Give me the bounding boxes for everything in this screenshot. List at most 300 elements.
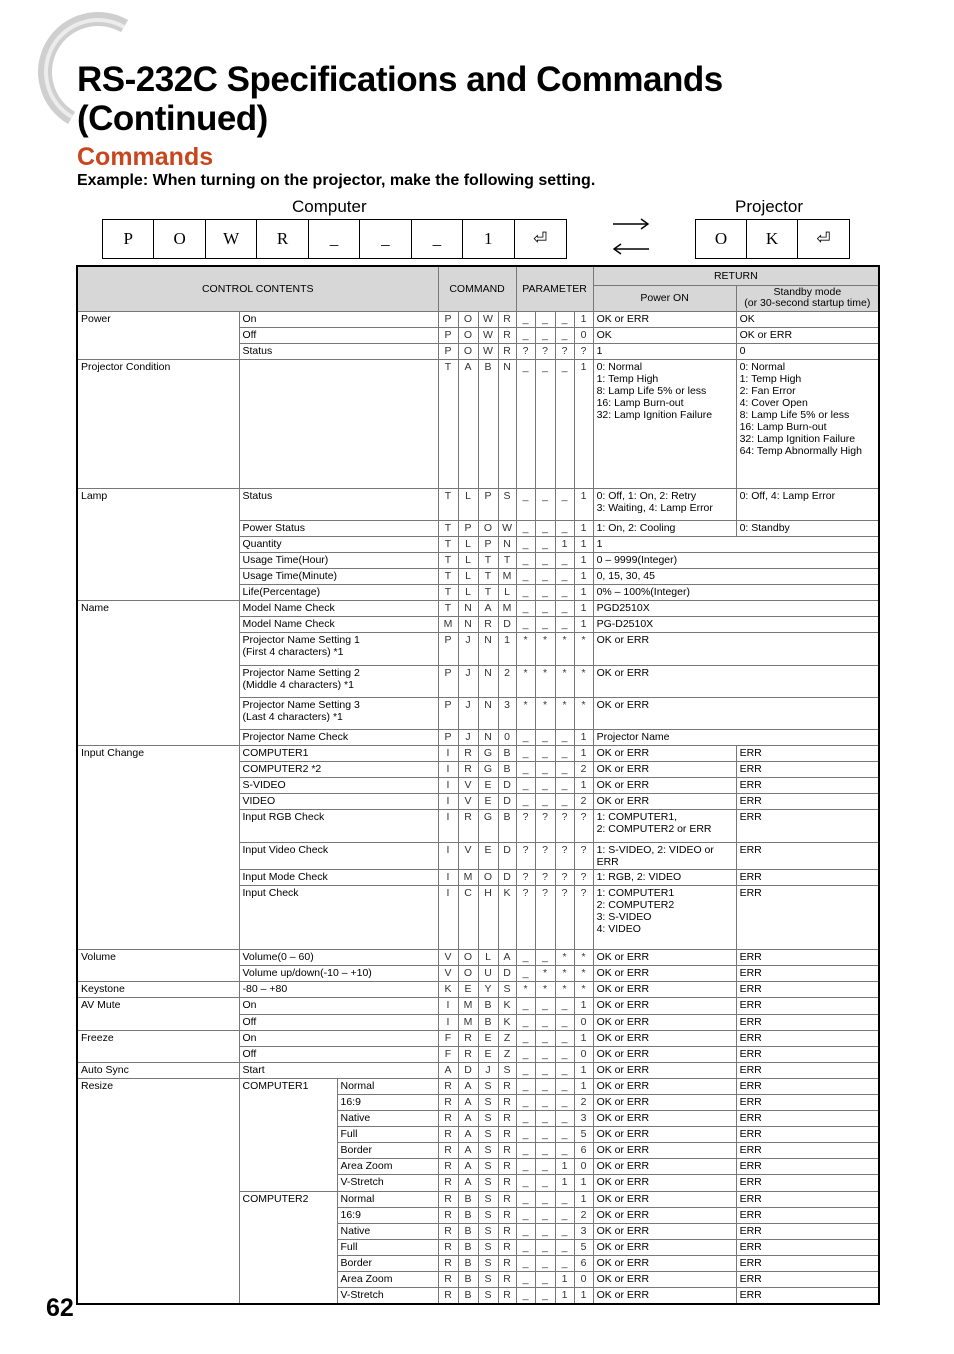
parameter-char-cell: _	[516, 520, 535, 536]
return-standby-cell: OK	[736, 311, 879, 327]
return-power-on-cell: OK or ERR	[593, 746, 736, 762]
command-char-cell: R	[438, 1111, 458, 1127]
parameter-char-cell: _	[516, 617, 535, 633]
table-row	[77, 950, 879, 966]
command-char-cell: S	[478, 1143, 498, 1159]
control-subitem-cell: 16:9	[337, 1094, 438, 1110]
command-char-cell: 0	[498, 729, 516, 745]
parameter-char-cell: _	[535, 950, 555, 966]
control-item-cell: Input Check	[239, 885, 438, 949]
control-item-cell: Projector Name Setting 3 (Last 4 characters) *1	[239, 697, 438, 729]
control-subitem-cell: Full	[337, 1239, 438, 1255]
computer-command-cell: O	[154, 220, 205, 258]
parameter-char-cell: _	[516, 1078, 535, 1094]
command-char-cell: O	[478, 869, 498, 885]
return-combined-cell: 1	[593, 536, 879, 552]
control-item-cell: Volume(0 – 60)	[239, 950, 438, 966]
command-char-cell: S	[478, 1159, 498, 1175]
return-power-on-cell: OK or ERR	[593, 1288, 736, 1304]
command-char-cell: O	[458, 966, 478, 982]
command-char-cell: R	[498, 1239, 516, 1255]
parameter-char-cell: 2	[574, 1207, 593, 1223]
command-char-cell: D	[498, 794, 516, 810]
table-row	[77, 746, 879, 762]
parameter-char-cell: ?	[535, 810, 555, 842]
return-power-on-cell: 1: COMPUTER1 2: COMPUTER2 3: S-VIDEO 4: VIDEO	[593, 885, 736, 949]
return-power-on-cell: 1: On, 2: Cooling	[593, 520, 736, 536]
command-char-cell: I	[438, 869, 458, 885]
return-power-on-cell: OK or ERR	[593, 1223, 736, 1239]
return-power-on-cell: OK or ERR	[593, 1014, 736, 1030]
command-char-cell: Z	[498, 1046, 516, 1062]
command-char-cell: I	[438, 762, 458, 778]
command-char-cell: 1	[498, 633, 516, 665]
command-char-cell: S	[478, 1223, 498, 1239]
parameter-char-cell: _	[516, 1239, 535, 1255]
command-char-cell: B	[458, 1223, 478, 1239]
control-item-cell: COMPUTER2 *2	[239, 762, 438, 778]
control-item-cell: Status	[239, 343, 438, 359]
control-item-cell: Model Name Check	[239, 601, 438, 617]
parameter-char-cell: _	[516, 998, 535, 1014]
parameter-char-cell: _	[516, 950, 535, 966]
parameter-char-cell: _	[516, 1062, 535, 1078]
control-item-cell: COMPUTER1	[239, 746, 438, 762]
command-char-cell: H	[478, 885, 498, 949]
command-char-cell: E	[478, 778, 498, 794]
page-title: RS-232C Specifications and Commands (Continued)	[77, 60, 723, 138]
parameter-char-cell: *	[516, 665, 535, 697]
control-item-cell: Start	[239, 1062, 438, 1078]
control-subitem-cell: V-Stretch	[337, 1288, 438, 1304]
command-char-cell: R	[458, 762, 478, 778]
parameter-char-cell: *	[516, 633, 535, 665]
control-subitem-cell: Full	[337, 1127, 438, 1143]
command-char-cell: I	[438, 810, 458, 842]
return-standby-cell: ERR	[736, 1127, 879, 1143]
return-standby-cell: ERR	[736, 1159, 879, 1175]
command-char-cell: K	[438, 982, 458, 998]
parameter-char-cell: ?	[516, 842, 535, 869]
control-subitem-cell: Native	[337, 1111, 438, 1127]
return-power-on-cell: OK or ERR	[593, 1191, 736, 1207]
command-char-cell: T	[478, 552, 498, 568]
return-combined-cell: 0% – 100%(Integer)	[593, 585, 879, 601]
parameter-char-cell: 6	[574, 1255, 593, 1271]
command-char-cell: N	[478, 633, 498, 665]
command-char-cell: R	[498, 343, 516, 359]
parameter-char-cell: 5	[574, 1127, 593, 1143]
command-char-cell: W	[478, 311, 498, 327]
command-char-cell: N	[498, 359, 516, 488]
parameter-char-cell: *	[516, 697, 535, 729]
control-subitem-cell: Border	[337, 1143, 438, 1159]
command-char-cell: A	[458, 1127, 478, 1143]
control-item-cell: On	[239, 998, 438, 1014]
return-power-on-cell: 0: Normal 1: Temp High 8: Lamp Life 5% or less 16: Lamp Burn-out 32: Lamp Ignition Failure	[593, 359, 736, 488]
parameter-char-cell: ?	[555, 842, 574, 869]
command-char-cell: S	[478, 1207, 498, 1223]
command-char-cell: R	[498, 1272, 516, 1288]
command-char-cell: P	[438, 665, 458, 697]
control-item-cell: -80 – +80	[239, 982, 438, 998]
control-group-cell: Lamp	[77, 488, 239, 601]
command-char-cell: L	[498, 585, 516, 601]
command-char-cell: S	[478, 1191, 498, 1207]
parameter-char-cell: _	[555, 488, 574, 520]
return-power-on-cell: OK or ERR	[593, 1143, 736, 1159]
control-item-cell: VIDEO	[239, 794, 438, 810]
parameter-char-cell: ?	[574, 869, 593, 885]
return-standby-cell: ERR	[736, 1143, 879, 1159]
parameter-char-cell: _	[516, 1046, 535, 1062]
parameter-char-cell: *	[574, 697, 593, 729]
command-char-cell: R	[438, 1207, 458, 1223]
control-item-cell: Projector Name Setting 1 (First 4 characters) *1	[239, 633, 438, 665]
header-power-on: Power ON	[593, 285, 736, 311]
parameter-char-cell: _	[555, 359, 574, 488]
command-char-cell: R	[458, 810, 478, 842]
command-char-cell: R	[438, 1239, 458, 1255]
command-char-cell: S	[478, 1239, 498, 1255]
control-group-cell: Resize	[77, 1078, 239, 1303]
command-char-cell: C	[458, 885, 478, 949]
parameter-char-cell: _	[535, 1014, 555, 1030]
projector-response-box	[695, 219, 850, 259]
parameter-char-cell: _	[535, 488, 555, 520]
parameter-char-cell: _	[535, 1094, 555, 1110]
parameter-char-cell: _	[555, 311, 574, 327]
return-power-on-cell: OK or ERR	[593, 1062, 736, 1078]
parameter-char-cell: *	[574, 950, 593, 966]
command-char-cell: R	[498, 1255, 516, 1271]
parameter-char-cell: _	[535, 617, 555, 633]
control-item-cell: Off	[239, 1046, 438, 1062]
parameter-char-cell: 1	[574, 1030, 593, 1046]
direction-arrows-icon	[610, 218, 652, 258]
computer-command-cell: ⏎	[533, 229, 548, 248]
return-standby-cell: ERR	[736, 1014, 879, 1030]
parameter-char-cell: _	[516, 1255, 535, 1271]
command-char-cell: P	[438, 633, 458, 665]
parameter-char-cell: 1	[574, 488, 593, 520]
command-char-cell: P	[438, 729, 458, 745]
command-char-cell: P	[438, 343, 458, 359]
command-char-cell: D	[498, 869, 516, 885]
command-char-cell: R	[438, 1255, 458, 1271]
return-combined-cell: 0, 15, 30, 45	[593, 569, 879, 585]
command-char-cell: R	[458, 1030, 478, 1046]
parameter-char-cell: _	[555, 1062, 574, 1078]
control-subitem-cell: Normal	[337, 1078, 438, 1094]
parameter-char-cell: 1	[574, 746, 593, 762]
parameter-char-cell: _	[555, 1223, 574, 1239]
command-char-cell: L	[458, 569, 478, 585]
parameter-char-cell: 1	[555, 1159, 574, 1175]
command-char-cell: T	[438, 359, 458, 488]
command-char-cell: R	[438, 1127, 458, 1143]
control-item-cell: Usage Time(Minute)	[239, 569, 438, 585]
command-char-cell: N	[458, 601, 478, 617]
parameter-char-cell: _	[516, 569, 535, 585]
return-standby-cell: 0: Off, 4: Lamp Error	[736, 488, 879, 520]
command-char-cell: O	[458, 311, 478, 327]
parameter-char-cell: 5	[574, 1239, 593, 1255]
parameter-char-cell: *	[535, 633, 555, 665]
return-combined-cell: OK or ERR	[593, 697, 879, 729]
parameter-char-cell: _	[516, 1191, 535, 1207]
parameter-char-cell: _	[555, 585, 574, 601]
command-char-cell: R	[478, 617, 498, 633]
parameter-char-cell: *	[574, 982, 593, 998]
parameter-char-cell: *	[535, 966, 555, 982]
command-char-cell: R	[438, 1288, 458, 1304]
command-char-cell: J	[458, 665, 478, 697]
command-char-cell: E	[478, 794, 498, 810]
control-item-cell: Input RGB Check	[239, 810, 438, 842]
control-subitem-cell: V-Stretch	[337, 1175, 438, 1191]
command-char-cell: O	[458, 343, 478, 359]
control-subitem-cell: Normal	[337, 1191, 438, 1207]
command-char-cell: L	[458, 488, 478, 520]
command-char-cell: A	[458, 1143, 478, 1159]
control-item-cell: Status	[239, 488, 438, 520]
command-char-cell: T	[438, 552, 458, 568]
command-char-cell: M	[458, 998, 478, 1014]
command-char-cell: P	[438, 327, 458, 343]
parameter-char-cell: ?	[555, 810, 574, 842]
parameter-char-cell: _	[535, 729, 555, 745]
return-power-on-cell: OK or ERR	[593, 1127, 736, 1143]
command-char-cell: B	[458, 1255, 478, 1271]
parameter-char-cell: _	[555, 1191, 574, 1207]
return-standby-cell: 0	[736, 343, 879, 359]
header-command: COMMAND	[438, 266, 516, 311]
control-item-cell: Usage Time(Hour)	[239, 552, 438, 568]
parameter-char-cell: _	[555, 729, 574, 745]
return-standby-cell: ERR	[736, 1078, 879, 1094]
control-group-cell: Keystone	[77, 982, 239, 998]
command-char-cell: E	[458, 982, 478, 998]
parameter-char-cell: 0	[574, 1159, 593, 1175]
control-item-cell: COMPUTER2	[239, 1191, 337, 1304]
computer-command-cell: _	[412, 220, 463, 258]
parameter-char-cell: _	[535, 601, 555, 617]
control-group-cell: Projector Condition	[77, 359, 239, 488]
command-char-cell: T	[438, 536, 458, 552]
return-standby-cell: ERR	[736, 1046, 879, 1062]
parameter-char-cell: 1	[555, 536, 574, 552]
parameter-char-cell: 0	[574, 1046, 593, 1062]
return-standby-cell: ERR	[736, 1094, 879, 1110]
command-char-cell: R	[438, 1175, 458, 1191]
parameter-char-cell: ?	[555, 885, 574, 949]
parameter-char-cell: _	[555, 1111, 574, 1127]
parameter-char-cell: _	[555, 1078, 574, 1094]
parameter-char-cell: ?	[516, 343, 535, 359]
command-char-cell: W	[498, 520, 516, 536]
parameter-char-cell: _	[555, 520, 574, 536]
parameter-char-cell: _	[516, 778, 535, 794]
return-combined-cell: OK or ERR	[593, 665, 879, 697]
command-char-cell: P	[478, 536, 498, 552]
computer-command-cell: W	[206, 220, 257, 258]
command-char-cell: T	[438, 585, 458, 601]
command-char-cell: D	[498, 778, 516, 794]
parameter-char-cell: *	[535, 665, 555, 697]
return-power-on-cell: OK or ERR	[593, 1175, 736, 1191]
parameter-char-cell: _	[555, 794, 574, 810]
command-char-cell: G	[478, 746, 498, 762]
control-item-cell: Projector Name Setting 2 (Middle 4 characters) *1	[239, 665, 438, 697]
command-char-cell: A	[458, 1175, 478, 1191]
control-item-cell: Input Mode Check	[239, 869, 438, 885]
parameter-char-cell: _	[535, 746, 555, 762]
parameter-char-cell: _	[555, 746, 574, 762]
return-standby-cell: ERR	[736, 810, 879, 842]
command-char-cell: R	[498, 1288, 516, 1304]
parameter-char-cell: _	[516, 536, 535, 552]
control-item-cell: Quantity	[239, 536, 438, 552]
parameter-char-cell: _	[516, 585, 535, 601]
return-power-on-cell: 1	[593, 343, 736, 359]
command-char-cell: R	[498, 311, 516, 327]
command-char-cell: I	[438, 842, 458, 869]
command-char-cell: R	[498, 1159, 516, 1175]
parameter-char-cell: _	[516, 1175, 535, 1191]
parameter-char-cell: ?	[574, 343, 593, 359]
return-power-on-cell: OK or ERR	[593, 1094, 736, 1110]
command-char-cell: V	[458, 842, 478, 869]
command-char-cell: A	[478, 601, 498, 617]
parameter-char-cell: 0	[574, 327, 593, 343]
parameter-char-cell: ?	[574, 885, 593, 949]
command-char-cell: V	[458, 794, 478, 810]
command-char-cell: L	[458, 552, 478, 568]
command-char-cell: G	[478, 762, 498, 778]
computer-command-cell: P	[103, 220, 154, 258]
command-char-cell: T	[438, 569, 458, 585]
return-power-on-cell: OK or ERR	[593, 1030, 736, 1046]
command-char-cell: W	[478, 343, 498, 359]
computer-command-box	[102, 219, 567, 259]
control-item-cell: S-VIDEO	[239, 778, 438, 794]
command-char-cell: R	[438, 1094, 458, 1110]
parameter-char-cell: 3	[574, 1223, 593, 1239]
command-char-cell: R	[498, 1094, 516, 1110]
command-char-cell: T	[438, 601, 458, 617]
parameter-char-cell: ?	[574, 842, 593, 869]
return-standby-cell: ERR	[736, 1255, 879, 1271]
command-char-cell: N	[458, 617, 478, 633]
command-char-cell: M	[438, 617, 458, 633]
command-char-cell: B	[498, 762, 516, 778]
table-row	[77, 1062, 879, 1078]
command-char-cell: M	[498, 601, 516, 617]
parameter-char-cell: _	[555, 762, 574, 778]
parameter-char-cell: _	[516, 1014, 535, 1030]
command-char-cell: 3	[498, 697, 516, 729]
parameter-char-cell: _	[555, 1030, 574, 1046]
return-standby-cell: ERR	[736, 1239, 879, 1255]
command-char-cell: R	[438, 1143, 458, 1159]
parameter-char-cell: *	[574, 633, 593, 665]
parameter-char-cell: *	[574, 665, 593, 697]
return-standby-cell: ERR	[736, 885, 879, 949]
parameter-char-cell: _	[535, 536, 555, 552]
command-char-cell: N	[478, 665, 498, 697]
command-char-cell: Y	[478, 982, 498, 998]
command-char-cell: A	[458, 1159, 478, 1175]
return-power-on-cell: OK or ERR	[593, 762, 736, 778]
parameter-char-cell: _	[516, 359, 535, 488]
command-char-cell: R	[498, 1223, 516, 1239]
parameter-char-cell: _	[535, 1143, 555, 1159]
command-char-cell: A	[498, 950, 516, 966]
computer-command-cell: 1	[463, 220, 514, 258]
parameter-char-cell: _	[555, 1014, 574, 1030]
parameter-char-cell: 0	[574, 1272, 593, 1288]
command-char-cell: B	[458, 1288, 478, 1304]
command-char-cell: R	[438, 1159, 458, 1175]
command-char-cell: A	[438, 1062, 458, 1078]
parameter-char-cell: 1	[574, 520, 593, 536]
command-char-cell: J	[478, 1062, 498, 1078]
parameter-char-cell: *	[555, 633, 574, 665]
parameter-char-cell: 1	[574, 1191, 593, 1207]
command-char-cell: I	[438, 746, 458, 762]
parameter-char-cell: _	[555, 1143, 574, 1159]
command-char-cell: S	[478, 1094, 498, 1110]
command-char-cell: M	[458, 869, 478, 885]
parameter-char-cell: _	[535, 1078, 555, 1094]
parameter-char-cell: _	[516, 1272, 535, 1288]
parameter-char-cell: _	[516, 327, 535, 343]
return-power-on-cell: OK or ERR	[593, 1046, 736, 1062]
command-char-cell: T	[478, 569, 498, 585]
command-char-cell: R	[498, 1175, 516, 1191]
return-standby-cell: ERR	[736, 1207, 879, 1223]
return-standby-cell: ERR	[736, 1062, 879, 1078]
projector-response-cell: ⏎	[816, 229, 831, 248]
command-char-cell: R	[498, 1143, 516, 1159]
table-row	[77, 311, 879, 327]
parameter-char-cell: _	[535, 1111, 555, 1127]
parameter-char-cell: _	[555, 617, 574, 633]
parameter-char-cell: _	[535, 569, 555, 585]
command-char-cell: O	[458, 327, 478, 343]
parameter-char-cell: _	[516, 1159, 535, 1175]
return-standby-cell: ERR	[736, 1191, 879, 1207]
control-item-cell: On	[239, 311, 438, 327]
parameter-char-cell: ?	[535, 842, 555, 869]
parameter-char-cell: ?	[516, 885, 535, 949]
return-power-on-cell: OK or ERR	[593, 1078, 736, 1094]
control-group-cell: Auto Sync	[77, 1062, 239, 1078]
command-char-cell: S	[478, 1288, 498, 1304]
parameter-char-cell: _	[535, 1175, 555, 1191]
command-char-cell: F	[438, 1030, 458, 1046]
command-char-cell: R	[498, 1127, 516, 1143]
parameter-char-cell: _	[535, 311, 555, 327]
control-item-cell	[239, 359, 438, 488]
example-text: Example: When turning on the projector, make the following setting.	[77, 172, 596, 189]
command-char-cell: I	[438, 794, 458, 810]
return-power-on-cell: OK or ERR	[593, 311, 736, 327]
command-char-cell: T	[498, 552, 516, 568]
command-char-cell: S	[478, 1111, 498, 1127]
parameter-char-cell: *	[535, 982, 555, 998]
